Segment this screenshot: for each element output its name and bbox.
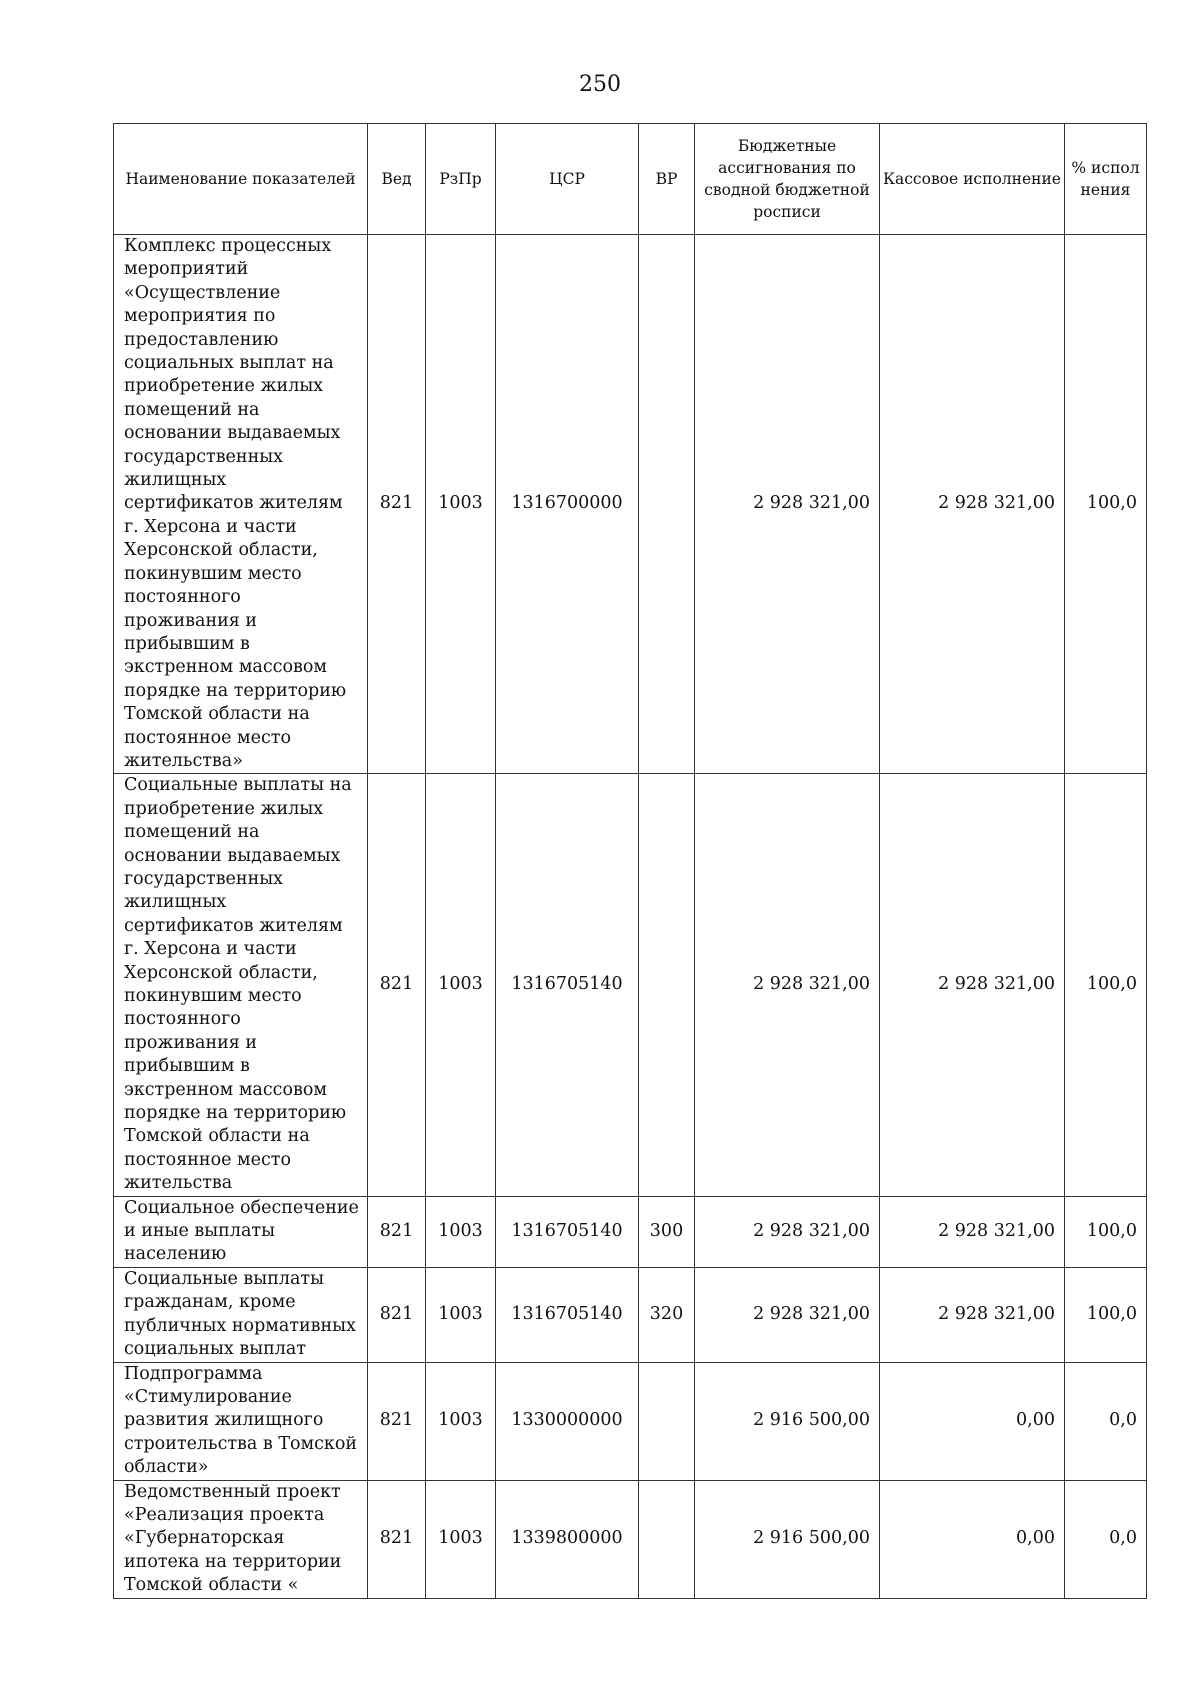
row-ved: 821 [368, 774, 426, 1196]
row-cash: 0,00 [880, 1480, 1065, 1598]
row-vr [639, 235, 695, 774]
budget-table [113, 123, 1147, 1599]
table-row [114, 1267, 1147, 1362]
row-allocations: 2 928 321,00 [695, 1196, 880, 1267]
row-csr: 1316705140 [496, 1196, 639, 1267]
row-vr [639, 1480, 695, 1598]
page-number: 250 [579, 72, 621, 97]
row-csr: 1330000000 [496, 1362, 639, 1480]
row-name: Социальные выплаты гражданам, кроме публичных нормативных социальных выплат [114, 1267, 368, 1362]
table-row [114, 1362, 1147, 1480]
table-row [114, 1196, 1147, 1267]
row-cash: 0,00 [880, 1362, 1065, 1480]
row-rzpr: 1003 [426, 1480, 496, 1598]
row-rzpr: 1003 [426, 235, 496, 774]
row-percent: 100,0 [1065, 774, 1147, 1196]
row-ved: 821 [368, 1267, 426, 1362]
header-cash: Кассовое исполнение [880, 124, 1065, 235]
row-ved: 821 [368, 235, 426, 774]
row-ved: 821 [368, 1362, 426, 1480]
row-vr [639, 1362, 695, 1480]
row-name: Социальное обеспечение и иные выплаты населению [114, 1196, 368, 1267]
row-name: Комплекс процессных мероприятий «Осуществление мероприятия по предоставлению социальных выплат на приобретение жилых помещений на основании выдаваемых государственных жилищных сертификатов жителям г. Херсона и части Херсонской области, покинувшим место постоянного проживания и прибывшим в экстренном массовом порядке на территорию Томской области на постоянное место жительства» [114, 235, 368, 774]
row-allocations: 2 916 500,00 [695, 1480, 880, 1598]
header-allocations: Бюджетные ассигнования по сводной бюджетной росписи [695, 124, 880, 235]
header-csr: ЦСР [496, 124, 639, 235]
row-name: Социальные выплаты на приобретение жилых помещений на основании выдаваемых государственных жилищных сертификатов жителям г. Херсона и части Херсонской области, покинувшим место постоянного проживания и прибывшим в экстренном массовом порядке на территорию Томской области на постоянное место жительства [114, 774, 368, 1196]
table-row [114, 1480, 1147, 1598]
row-vr: 300 [639, 1196, 695, 1267]
row-allocations: 2 928 321,00 [695, 774, 880, 1196]
table-row [114, 235, 1147, 774]
row-csr: 1316705140 [496, 1267, 639, 1362]
row-name: Подпрограмма «Стимулирование развития жилищного строительства в Томской области» [114, 1362, 368, 1480]
row-name: Ведомственный проект «Реализация проекта «Губернаторская ипотека на территории Томской области « [114, 1480, 368, 1598]
row-percent: 0,0 [1065, 1480, 1147, 1598]
row-percent: 100,0 [1065, 1267, 1147, 1362]
row-rzpr: 1003 [426, 1362, 496, 1480]
header-ved: Вед [368, 124, 426, 235]
header-name: Наименование показателей [114, 124, 368, 235]
row-allocations: 2 916 500,00 [695, 1362, 880, 1480]
row-csr: 1316700000 [496, 235, 639, 774]
row-allocations: 2 928 321,00 [695, 1267, 880, 1362]
row-vr [639, 774, 695, 1196]
row-rzpr: 1003 [426, 774, 496, 1196]
row-percent: 100,0 [1065, 235, 1147, 774]
row-allocations: 2 928 321,00 [695, 235, 880, 774]
header-percent: % испол нения [1065, 124, 1147, 235]
table-row [114, 774, 1147, 1196]
row-cash: 2 928 321,00 [880, 1267, 1065, 1362]
row-cash: 2 928 321,00 [880, 235, 1065, 774]
table-header-row [114, 124, 1147, 235]
header-vr: ВР [639, 124, 695, 235]
header-rzpr: РзПр [426, 124, 496, 235]
row-rzpr: 1003 [426, 1196, 496, 1267]
row-ved: 821 [368, 1480, 426, 1598]
row-rzpr: 1003 [426, 1267, 496, 1362]
row-percent: 0,0 [1065, 1362, 1147, 1480]
row-csr: 1339800000 [496, 1480, 639, 1598]
row-percent: 100,0 [1065, 1196, 1147, 1267]
row-vr: 320 [639, 1267, 695, 1362]
row-cash: 2 928 321,00 [880, 1196, 1065, 1267]
row-csr: 1316705140 [496, 774, 639, 1196]
row-cash: 2 928 321,00 [880, 774, 1065, 1196]
row-ved: 821 [368, 1196, 426, 1267]
